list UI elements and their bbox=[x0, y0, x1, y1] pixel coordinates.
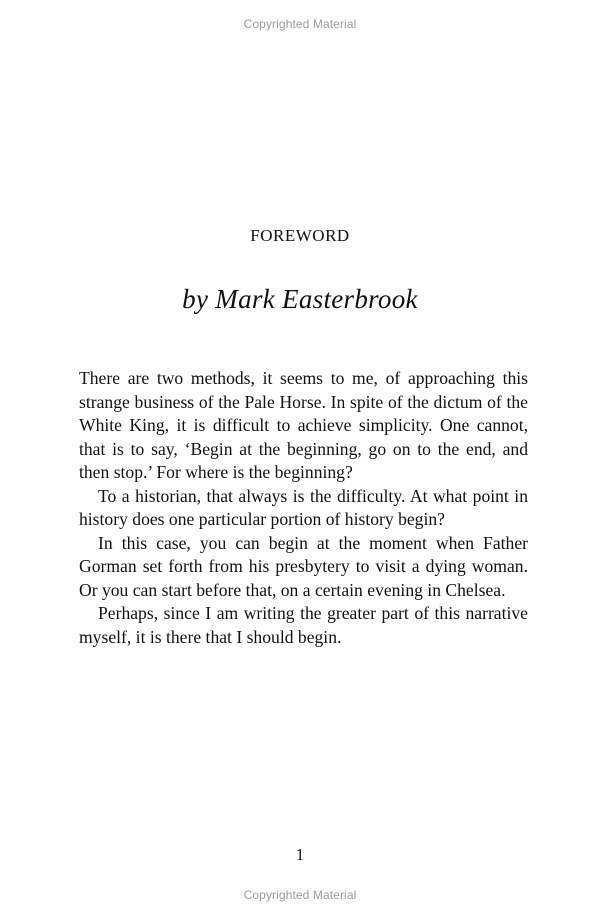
copyright-watermark-bottom: Copyrighted Material bbox=[243, 888, 357, 902]
page-number: 1 bbox=[295, 845, 305, 864]
paragraph: Perhaps, since I am writing the greater part of this narrative myself, it is there that I should begin. bbox=[79, 603, 528, 647]
paragraph: To a historian, that always is the difficulty. At what point in history does one particular portion of history begin? bbox=[79, 485, 528, 529]
paragraph: In this case, you can begin at the moment when Father Gorman set forth from his presbytery to visit a dying woman. Or you can start before that, on a certain evening in Chelsea. bbox=[79, 532, 528, 600]
author-byline: by Mark Easterbrook bbox=[182, 284, 418, 314]
copyright-watermark-top: Copyrighted Material bbox=[243, 17, 357, 31]
chapter-label: FOREWORD bbox=[250, 226, 350, 245]
foreword-body bbox=[79, 367, 528, 649]
paragraph: There are two methods, it seems to me, of approaching this strange business of the Pale Horse. In spite of the dictum of the White King, it is difficult to achieve simplicity. One cannot, that is to say, ‘Begin at the beginning, go on to the end, and then stop.’ For where is the beginning? bbox=[79, 368, 528, 482]
